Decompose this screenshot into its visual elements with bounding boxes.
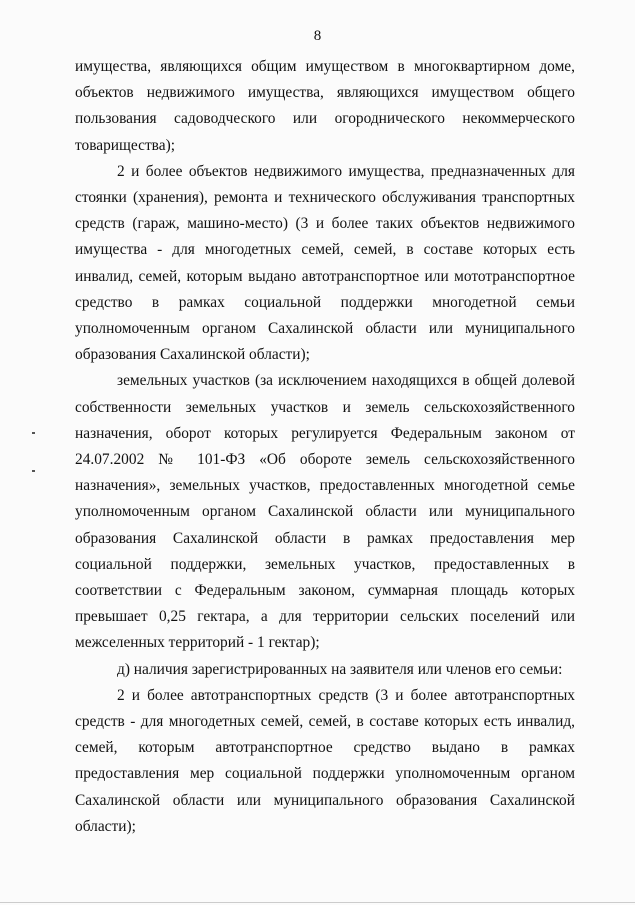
page-bottom-edge <box>0 902 635 903</box>
paragraph-item-d: д) наличия зарегистрированных на заявителя или членов его семьи: <box>117 660 563 678</box>
paragraph-property-continuation: имущества, являющихся общим имуществом в многоквартирном доме, объектов недвижимого имущества, являющихся имуществом общего пользования садоводческого или огороднического некоммерческого товарищества); <box>75 58 575 154</box>
paragraph-garage-objects: 2 и более объектов недвижимого имущества, предназначенных для стоянки (хранения), ремонта и технического обслуживания транспортных средств (гараж, машино-место) (3 и более таких объектов недвижимого имущества - для многодетных семей, семей, в составе которых есть инвалид, семей, которым выдано автотранспортное или мототранспортное средство в рамках социальной поддержки многодетной семьи уполномоченным органом Сахалинской области или муниципального образования Сахалинской области); <box>75 162 575 364</box>
scan-mark <box>32 432 35 434</box>
scan-mark <box>32 470 35 472</box>
page-number: 8 <box>313 28 322 44</box>
paragraph-land-plots: земельных участков (за исключением находящихся в общей долевой собственности земельных участков и земель сельскохозяйственного назначения, оборот которых регулируется Федеральным законом от 24.07.2002 № 101-ФЗ «Об обороте земель сельскохозяйственного назначения», земельных участков, предоставленных многодетной семье уполномоченным органом Сахалинской области или муниципального образования Сахалинской области в рамках предоставления мер социальной поддержки, земельных участков, предоставленных в соответствии с Федеральным законом, суммарная площадь которых превышает 0,25 гектара, а для территории сельских поселений или межселенных территорий - 1 гектар); <box>75 372 575 652</box>
document-body <box>75 54 575 840</box>
paragraph-vehicles: 2 и более автотранспортных средств (3 и более автотранспортных средств - для многодетных семей, семей, в составе которых есть инвалид, семей, которым автотранспортное средство выдано в рамках предоставления мер социальной поддержки уполномоченным органом Сахалинской области или муниципального образования Сахалинской области); <box>75 686 575 835</box>
